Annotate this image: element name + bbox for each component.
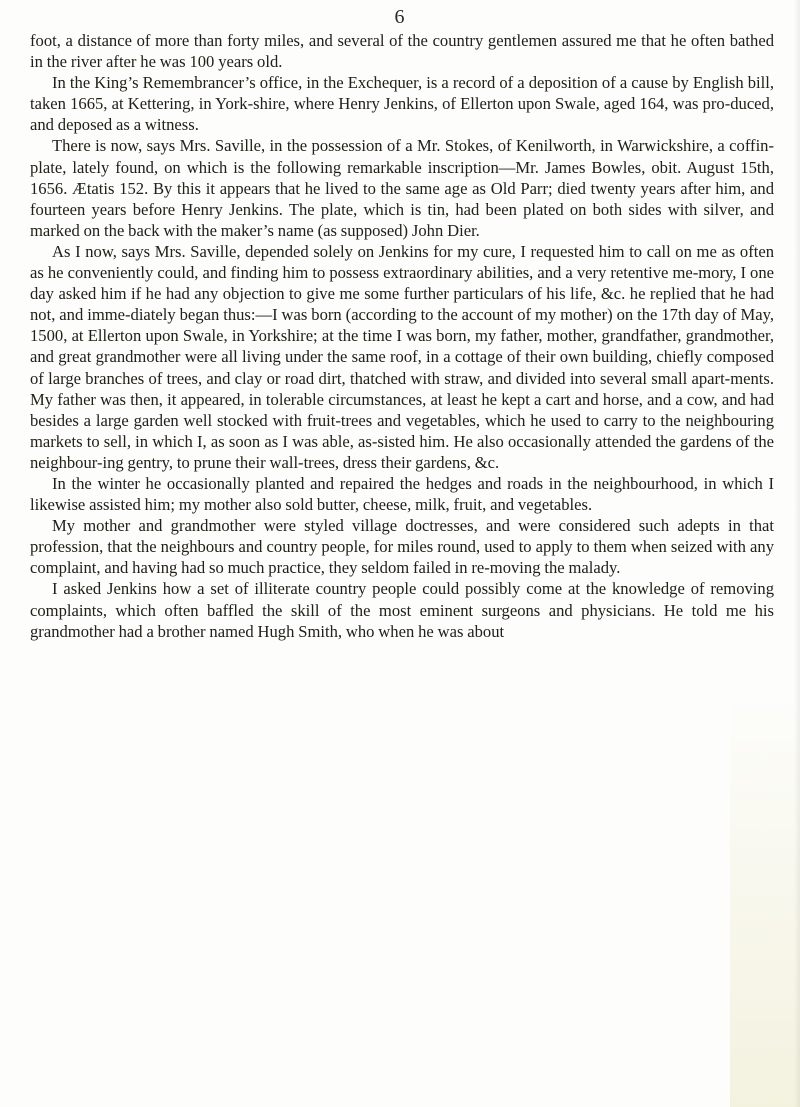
paper-stain bbox=[730, 687, 800, 1107]
paragraph: My mother and grandmother were styled village doctresses, and were considered such adepts in that profession, that the neighbours and country people, for miles round, used to apply to them when seized with any complaint, and having had so much practice, they seldom failed in re-moving the malady. bbox=[30, 516, 774, 578]
body-text bbox=[30, 30, 774, 642]
paragraph: foot, a distance of more than forty miles, and several of the country gentlemen assured me that he often bathed in the river after he was 100 years old. bbox=[30, 31, 774, 72]
page-edge-shadow bbox=[794, 0, 800, 1107]
paragraph: As I now, says Mrs. Saville, depended solely on Jenkins for my cure, I requested him to call on me as often as he conveniently could, and finding him to possess extraordinary abilities, and a very retentive me-mory, I one day asked him if he had any objection to give me some further particulars of his life, &c. he replied that he had not, and imme-diately began thus:—I was born (according to the account of my mother) on the 17th day of May, 1500, at Ellerton upon Swale, in Yorkshire; at the time I was born, my father, mother, grandfather, grandmother, and great grandmother were all living under the same roof, in a cottage of their own building, chiefly composed of large branches of trees, and clay or road dirt, thatched with straw, and divided into several small apart-ments. My father was then, it appeared, in tolerable circumstances, at least he kept a cart and horse, and a cow, and had besides a large garden well stocked with fruit-trees and vegetables, which he used to carry to the neighbouring markets to sell, in which I, as soon as I was able, as-sisted him. He also occasionally attended the gardens of the neighbour-ing gentry, to prune their wall-trees, dress their gardens, &c. bbox=[30, 241, 774, 472]
page-number: 6 bbox=[394, 6, 406, 28]
paragraph: In the winter he occasionally planted and repaired the hedges and roads in the neighbourhood, in which I likewise assisted him; my mother also sold butter, cheese, milk, fruit, and vegetables. bbox=[30, 473, 774, 515]
paragraph: I asked Jenkins how a set of illiterate country people could possibly come at the knowledge of removing complaints, which often baffled the skill of the most eminent surgeons and physicians. He told me his grandmother had a brother named Hugh Smith, who when he was about bbox=[30, 579, 774, 641]
paragraph: In the King’s Remembrancer’s office, in the Exchequer, is a record of a deposition of a cause by English bill, taken 1665, at Kettering, in York-shire, where Henry Jenkins, of Ellerton upon Swale, aged 164, was pro-duced, and deposed as a witness. bbox=[30, 73, 774, 135]
paragraph: There is now, says Mrs. Saville, in the possession of a Mr. Stokes, of Kenilworth, in Warwickshire, a coffin-plate, lately found, on which is the following remarkable inscription—Mr. James Bowles, obit. August 15th, 1656. Ætatis 152. By this it appears that he lived to the same age as Old Parr; died twenty years after him, and fourteen years before Henry Jenkins. The plate, which is tin, had been plated on both sides with silver, and marked on the back with the maker’s name (as supposed) John Dier. bbox=[30, 136, 774, 240]
